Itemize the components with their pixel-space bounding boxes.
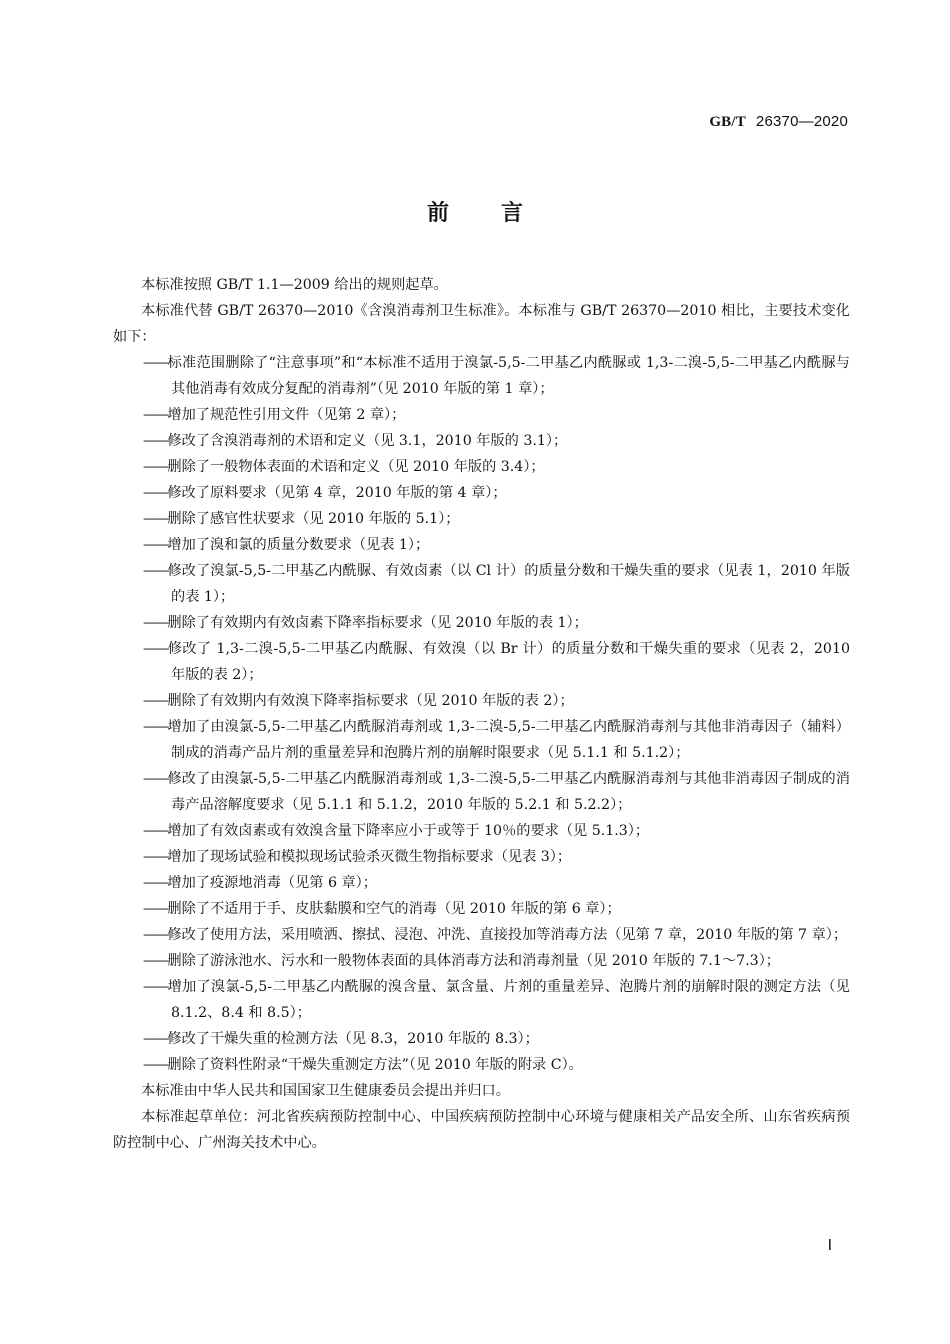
change-text: 修改了 1,3-二溴-5,5-二甲基乙内酰脲、有效溴（以 Br 计）的质量分数和干燥失重的要求（见表 2，2010 年版的表 2）； xyxy=(167,641,850,683)
change-item xyxy=(113,688,850,714)
change-item xyxy=(113,610,850,636)
dash-marker: —— xyxy=(143,641,168,657)
change-text: 修改了干燥失重的检测方法（见 8.3，2010 年版的 8.3）； xyxy=(167,1031,539,1047)
dash-marker: —— xyxy=(143,563,168,579)
standard-number: 26370—2020 xyxy=(755,113,848,130)
dash-marker: —— xyxy=(143,875,168,891)
dash-marker: —— xyxy=(143,615,168,631)
dash-marker: —— xyxy=(143,1031,168,1047)
change-text: 删除了游泳池水、污水和一般物体表面的具体消毒方法和消毒剂量（见 2010 年版的 7.1～7.3）； xyxy=(167,953,780,969)
change-item xyxy=(113,714,850,766)
change-text: 修改了含溴消毒剂的术语和定义（见 3.1，2010 年版的 3.1）； xyxy=(167,433,568,449)
change-text: 修改了原料要求（见第 4 章，2010 年版的第 4 章）； xyxy=(167,485,507,501)
change-item xyxy=(113,818,850,844)
changes-list xyxy=(113,350,850,1078)
change-item xyxy=(113,402,850,428)
change-item xyxy=(113,896,850,922)
change-item xyxy=(113,480,850,506)
change-text: 增加了疫源地消毒（见第 6 章）； xyxy=(167,875,377,891)
dash-marker: —— xyxy=(143,511,168,527)
dash-marker: —— xyxy=(143,407,168,423)
change-text: 增加了溴氯-5,5-二甲基乙内酰脲的溴含量、氯含量、片剂的重量差异、泡腾片剂的崩解时限的测定方法（见 8.1.2、8.4 和 8.5）； xyxy=(167,979,850,1021)
change-text: 修改了溴氯-5,5-二甲基乙内酰脲、有效卤素（以 Cl 计）的质量分数和干燥失重的要求（见表 1，2010 年版的表 1）； xyxy=(167,563,850,605)
change-text: 增加了由溴氯-5,5-二甲基乙内酰脲消毒剂或 1,3-二溴-5,5-二甲基乙内酰脲消毒剂与其他非消毒因子（辅料）制成的消毒产品片剂的重量差异和泡腾片剂的崩解时限要求（见 5.1.1 和 5.1.2）； xyxy=(167,719,850,761)
change-item xyxy=(113,948,850,974)
change-item xyxy=(113,1052,850,1078)
dash-marker: —— xyxy=(143,927,168,943)
change-item xyxy=(113,636,850,688)
dash-marker: —— xyxy=(143,953,168,969)
change-item xyxy=(113,844,850,870)
dash-marker: —— xyxy=(143,355,168,371)
change-item xyxy=(113,506,850,532)
change-item xyxy=(113,532,850,558)
change-item xyxy=(113,558,850,610)
change-text: 增加了有效卤素或有效溴含量下降率应小于或等于 10％的要求（见 5.1.3）； xyxy=(167,823,650,839)
change-text: 修改了使用方法，采用喷洒、擦拭、浸泡、冲洗、直接投加等消毒方法（见第 7 章，2010 年版的第 7 章）； xyxy=(167,927,848,943)
dash-marker: —— xyxy=(143,693,168,709)
change-text: 删除了一般物体表面的术语和定义（见 2010 年版的 3.4）； xyxy=(167,459,545,475)
change-text: 删除了感官性状要求（见 2010 年版的 5.1）； xyxy=(167,511,460,527)
change-item xyxy=(113,974,850,1026)
change-item xyxy=(113,766,850,818)
dash-marker: —— xyxy=(143,979,168,995)
standard-code xyxy=(709,112,848,131)
dash-marker: —— xyxy=(143,537,168,553)
change-item xyxy=(113,350,850,402)
change-text: 删除了资料性附录“干燥失重测定方法”（见 2010 年版的附录 C）。 xyxy=(167,1057,583,1073)
change-item xyxy=(113,922,850,948)
change-text: 删除了不适用于手、皮肤黏膜和空气的消毒（见 2010 年版的第 6 章）； xyxy=(167,901,621,917)
page-title: 前言 xyxy=(426,201,575,226)
dash-marker: —— xyxy=(143,1057,168,1073)
closing-paragraph: 本标准起草单位：河北省疾病预防控制中心、中国疾病预防控制中心环境与健康相关产品安全所、山东省疾病预防控制中心、广州海关技术中心。 xyxy=(113,1109,850,1151)
dash-marker: —— xyxy=(143,849,168,865)
closing-paragraph: 本标准由中华人民共和国国家卫生健康委员会提出并归口。 xyxy=(141,1083,510,1099)
change-text: 修改了由溴氯-5,5-二甲基乙内酰脲消毒剂或 1,3-二溴-5,5-二甲基乙内酰脲消毒剂与其他非消毒因子制成的消毒产品溶解度要求（见 5.1.1 和 5.1.2，2010 年版的 5.2.1 和 5.2.2）； xyxy=(167,771,850,813)
change-text: 标准范围删除了“注意事项”和“本标准不适用于溴氯-5,5-二甲基乙内酰脲或 1,3-二溴-5,5-二甲基乙内酰脲与其他消毒有效成分复配的消毒剂”（见 2010 年版的第 1 章）； xyxy=(167,355,850,397)
dash-marker: —— xyxy=(143,719,168,735)
change-item xyxy=(113,454,850,480)
change-item xyxy=(113,870,850,896)
dash-marker: —— xyxy=(143,823,168,839)
dash-marker: —— xyxy=(143,433,168,449)
change-text: 增加了现场试验和模拟现场试验杀灭微生物指标要求（见表 3）； xyxy=(167,849,572,865)
intro-paragraph: 本标准按照 GB/T 1.1—2009 给出的规则起草。 xyxy=(141,277,448,293)
change-text: 增加了规范性引用文件（见第 2 章）； xyxy=(167,407,406,423)
page-number: Ⅰ xyxy=(827,1238,832,1254)
change-item xyxy=(113,1026,850,1052)
change-text: 删除了有效期内有效卤素下降率指标要求（见 2010 年版的表 1）； xyxy=(167,615,588,631)
dash-marker: —— xyxy=(143,459,168,475)
dash-marker: —— xyxy=(143,901,168,917)
standard-prefix: GB/T xyxy=(709,114,746,130)
dash-marker: —— xyxy=(143,485,168,501)
change-text: 增加了溴和氯的质量分数要求（见表 1）； xyxy=(167,537,430,553)
change-item xyxy=(113,428,850,454)
dash-marker: —— xyxy=(143,771,168,787)
intro-paragraph: 本标准代替 GB/T 26370—2010《含溴消毒剂卫生标准》。本标准与 GB/T 26370—2010 相比，主要技术变化如下： xyxy=(113,303,850,345)
change-text: 删除了有效期内有效溴下降率指标要求（见 2010 年版的表 2）； xyxy=(167,693,574,709)
foreword-body xyxy=(113,272,850,1156)
